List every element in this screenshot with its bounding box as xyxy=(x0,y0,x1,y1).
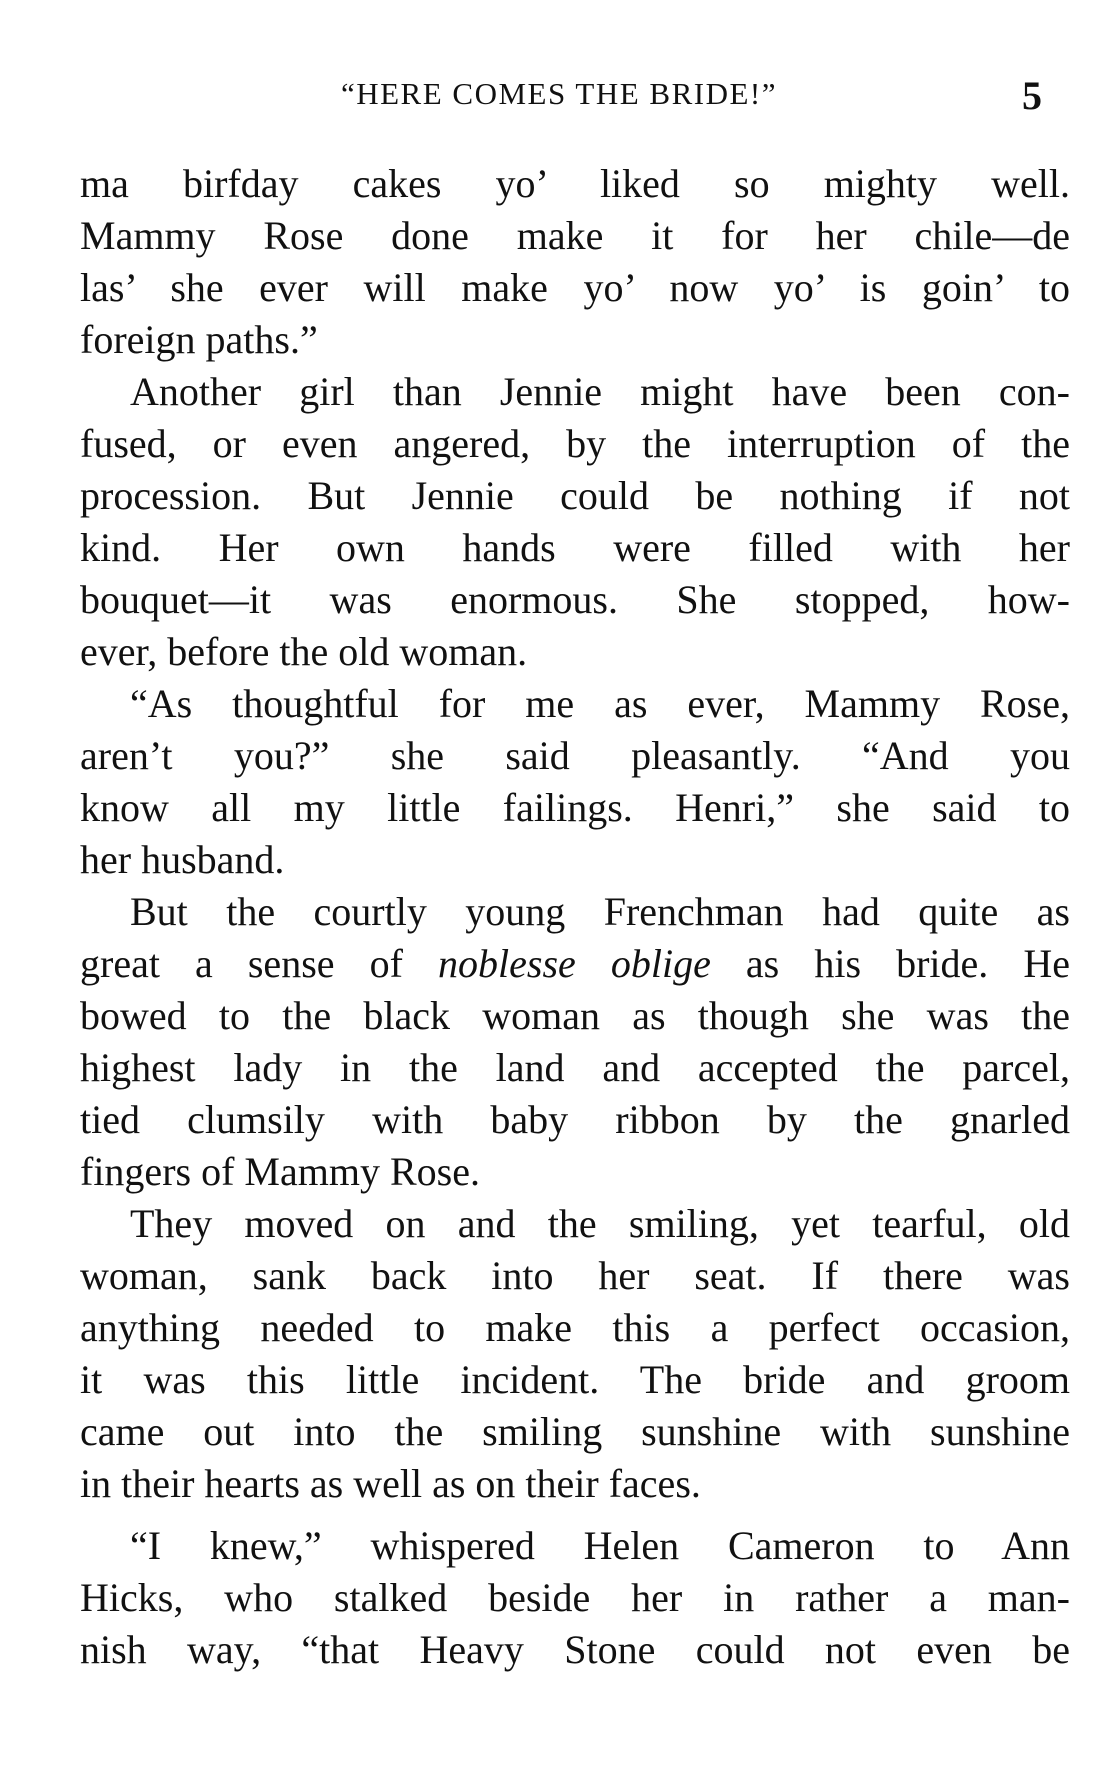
text-line: fingers of Mammy Rose. xyxy=(80,1149,480,1194)
italic-phrase: noblesse oblige xyxy=(438,941,711,986)
paragraph-first-line: They moved on and the smiling, yet tearful, old xyxy=(130,1201,1070,1246)
text-line: aren’t you?” she said pleasantly. “And you xyxy=(80,733,1070,778)
text-line: her husband. xyxy=(80,837,285,882)
text-line: nish way, “that Heavy Stone could not even be xyxy=(80,1627,1070,1672)
paragraph-first-line: “I knew,” whispered Helen Cameron to Ann xyxy=(130,1523,1070,1568)
paragraph-first-line: “As thoughtful for me as ever, Mammy Rose, xyxy=(130,681,1070,726)
text-line: fused, or even angered, by the interruption of the xyxy=(80,421,1070,466)
text-line: Mammy Rose done make it for her chile—de xyxy=(80,213,1070,258)
text-line: las’ she ever will make yo’ now yo’ is goin’ to xyxy=(80,265,1070,310)
text-run: great a sense of xyxy=(80,941,439,986)
text-line: tied clumsily with baby ribbon by the gnarled xyxy=(80,1097,1070,1142)
text-line-with-italic xyxy=(80,938,1070,990)
text-line: kind. Her own hands were filled with her xyxy=(80,525,1070,570)
text-line: anything needed to make this a perfect occasion, xyxy=(80,1305,1070,1350)
paragraph-first-line: But the courtly young Frenchman had quite as xyxy=(130,889,1070,934)
text-line: highest lady in the land and accepted the parcel, xyxy=(80,1045,1070,1090)
text-line: ma birfday cakes yo’ liked so mighty well. xyxy=(80,161,1070,206)
text-line: bouquet—it was enormous. She stopped, how- xyxy=(80,577,1070,622)
text-line: foreign paths.” xyxy=(80,317,318,362)
text-line: woman, sank back into her seat. If there was xyxy=(80,1253,1070,1298)
running-title: “HERE COMES THE BRIDE!” xyxy=(340,76,778,111)
text-line: ever, before the old woman. xyxy=(80,629,528,674)
text-line: came out into the smiling sunshine with sunshine xyxy=(80,1409,1070,1454)
text-run: as his bride. He xyxy=(710,941,1071,986)
text-line: bowed to the black woman as though she was the xyxy=(80,993,1070,1038)
text-line: know all my little failings. Henri,” she said to xyxy=(80,785,1070,830)
text-line: in their hearts as well as on their faces. xyxy=(80,1461,701,1506)
running-head xyxy=(0,70,1118,120)
text-line: procession. But Jennie could be nothing if not xyxy=(80,473,1070,518)
text-line: it was this little incident. The bride and groom xyxy=(80,1357,1070,1402)
page-number: 5 xyxy=(1022,73,1042,118)
body-text xyxy=(80,158,1070,1676)
text-line: Hicks, who stalked beside her in rather a man- xyxy=(80,1575,1070,1620)
paragraph-first-line: Another girl than Jennie might have been con- xyxy=(130,369,1070,414)
